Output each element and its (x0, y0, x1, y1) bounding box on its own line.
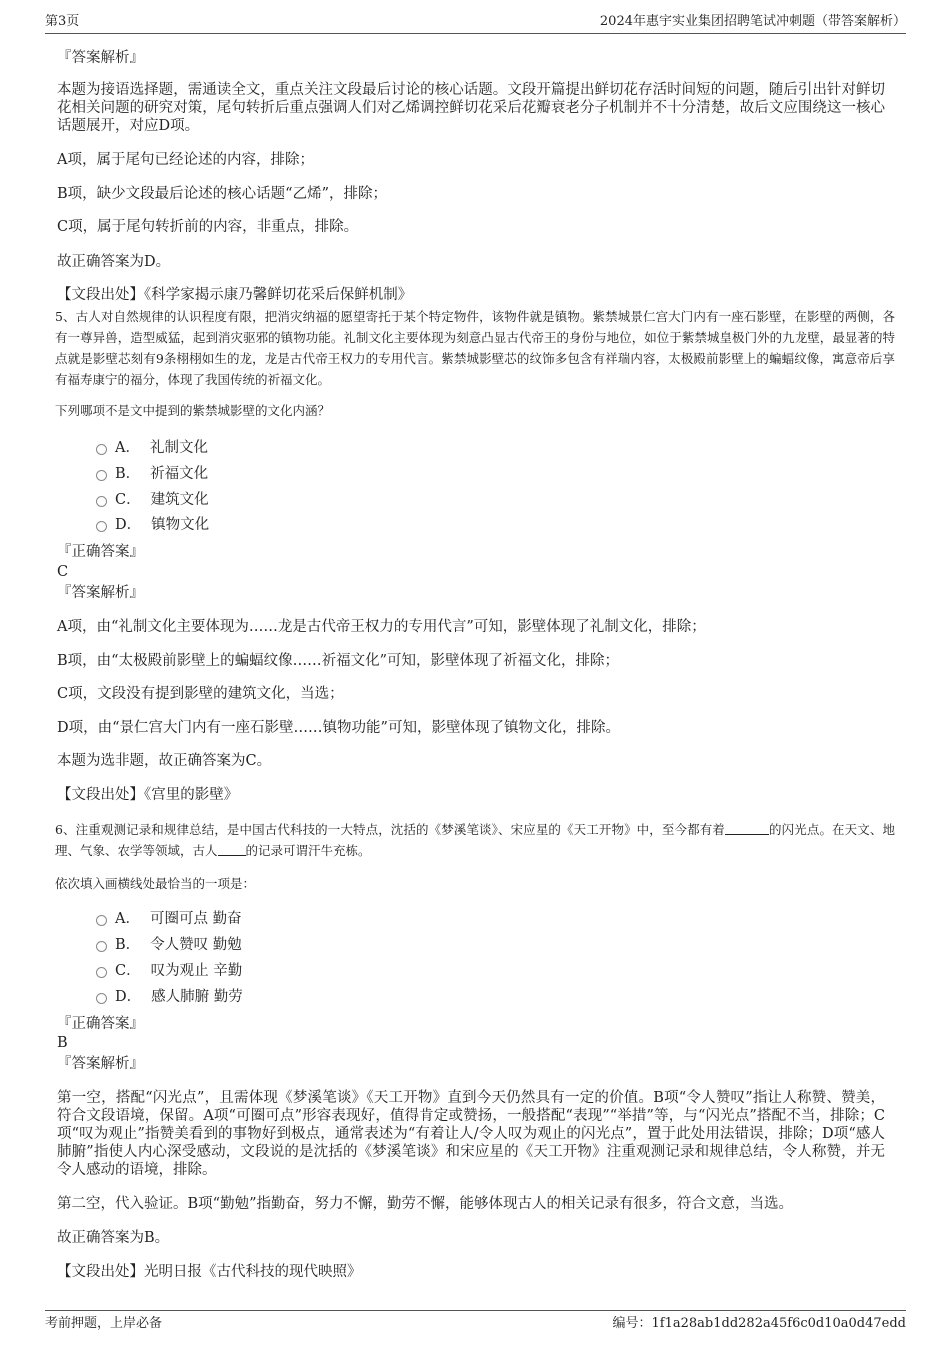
q6-blank-1 (725, 822, 769, 835)
radio-icon[interactable] (96, 470, 107, 481)
q6-analysis-label: 『答案解析』 (57, 1056, 144, 1072)
radio-icon[interactable] (96, 915, 107, 926)
radio-icon[interactable] (96, 496, 107, 507)
q6-option-d[interactable]: D． 感人肺腑 勤劳 (96, 988, 243, 1006)
document-code: 编号：1f1a28ab1dd282a45f6c0d10a0d47edd (612, 1316, 906, 1331)
radio-icon[interactable] (96, 967, 107, 978)
q4-analysis-a: A项，属于尾句已经论述的内容，排除； (57, 152, 314, 168)
q4-analysis-label: 『答案解析』 (57, 50, 144, 66)
q4-analysis-paragraph: 本题为接语选择题，需通读全文，重点关注文段最后讨论的核心话题。文段开篇提出鲜切花存活时间短的问题，随后引出针对鲜切花相关问题的研究对策，尾句转折后重点强调人们对乙烯调控鲜切花采后花瓣衰老分子机制并不十分清楚，故后文应围绕这一核心话题展开，对应D项。 (57, 82, 885, 134)
radio-icon[interactable] (96, 521, 107, 532)
q6-analysis-paragraph-2: 第二空，代入验证。B项“勤勉”指勤奋，努力不懈，勤劳不懈，能够体现古人的相关记录有很多，符合文意，当选。 (57, 1196, 793, 1212)
page-header (45, 13, 906, 34)
q5-option-a[interactable]: A． 礼制文化 (96, 439, 208, 457)
q6-blank-2 (218, 843, 246, 856)
radio-icon[interactable] (96, 993, 107, 1004)
q5-option-b[interactable]: B． 祈福文化 (96, 465, 208, 483)
q6-option-c[interactable]: C． 叹为观止 辛勤 (96, 962, 242, 980)
q5-analysis-c: C项，文段没有提到影壁的建筑文化，当选； (57, 686, 344, 702)
q6-stem: 6、注重观测记录和规律总结，是中国古代科技的一大特点，沈括的《梦溪笔谈》、宋应星的《天工开物》中，至今都有着 的闪光点。在天文、地理、气象、农学等领域，古人 的记录可谓汗牛充栋。 (55, 822, 895, 858)
q5-stem: 5、古人对自然规律的认识程度有限，把消灾纳福的愿望寄托于某个特定物件，该物件就是镇物。紫禁城景仁宫大门内有一座石影壁，在影壁的两侧，各有一尊异兽，造型威猛，起到消灾驱邪的镇物功能。礼制文化主要体现为刻意凸显古代帝王的身份与地位，如位于紫禁城皇极门外的九龙壁，最显著的特点就是影壁芯刻有9条栩栩如生的龙，龙是古代帝王权力的专用代言。紫禁城影壁芯的纹饰多包含有祥瑞内容，太极殿前影壁上的蝙蝠纹像，寓意帝后享有福寿康宁的福分，体现了我国传统的祈福文化。 (55, 309, 895, 387)
q6-option-b[interactable]: B． 令人赞叹 勤勉 (96, 936, 242, 954)
q6-question: 依次填入画横线处最恰当的一项是： (55, 876, 256, 891)
page-number: 第3页 (45, 14, 80, 29)
radio-icon[interactable] (96, 941, 107, 952)
q5-conclusion: 本题为选非题，故正确答案为C。 (57, 753, 272, 769)
q5-option-c[interactable]: C． 建筑文化 (96, 491, 209, 509)
page-footer (45, 1310, 906, 1333)
q5-analysis-label: 『答案解析』 (57, 585, 144, 601)
q5-analysis-b: B项，由“太极殿前影壁上的蝙蝠纹像……祈福文化”可知，影壁体现了祈福文化，排除； (57, 653, 619, 669)
q5-question: 下列哪项不是文中提到的紫禁城影壁的文化内涵？ (55, 403, 331, 418)
q5-answer: C (57, 564, 69, 580)
q5-analysis-a: A项，由“礼制文化主要体现为……龙是古代帝王权力的专用代言”可知，影壁体现了礼制文化，排除； (57, 619, 706, 635)
q4-analysis-c: C项，属于尾句转折前的内容，非重点，排除。 (57, 219, 359, 235)
q6-analysis-paragraph-1: 第一空，搭配“闪光点”，且需体现《梦溪笔谈》《天工开物》直到今天仍然具有一定的价值。B项“令人赞叹”指让人称赞、赞美，符合文段语境，保留。A项“可圈可点”形容表现好，值得肯定或赞扬，一般搭配“表现”“举措”等，与“闪光点”搭配不当，排除；C项“叹为观止”指赞美看到的事物好到极点，通常表述为“有着让人/令人叹为观止的闪光点”，置于此处用法错误，排除；D项“感人肺腑”指使人内心深受感动，文段说的是沈括的《梦溪笔谈》和宋应星的《天工开物》注重观测记录和规律总结，令人称赞，并无令人感动的语境，排除。 (57, 1090, 885, 1178)
q6-answer: B (57, 1035, 68, 1051)
q6-answer-label: 『正确答案』 (57, 1016, 144, 1032)
q6-source: 【文段出处】光明日报《古代科技的现代映照》 (57, 1264, 362, 1280)
q4-conclusion: 故正确答案为D。 (57, 254, 171, 270)
q6-conclusion: 故正确答案为B。 (57, 1230, 170, 1246)
q6-option-a[interactable]: A． 可圈可点 勤奋 (96, 910, 242, 928)
footer-slogan: 考前押题，上岸必备 (45, 1316, 163, 1331)
document-title: 2024年惠宇实业集团招聘笔试冲刺题（带答案解析） (599, 14, 906, 29)
q5-option-d[interactable]: D． 镇物文化 (96, 516, 209, 534)
q5-analysis-d: D项，由“景仁宫大门内有一座石影壁……镇物功能”可知，影壁体现了镇物文化，排除。 (57, 720, 620, 736)
radio-icon[interactable] (96, 444, 107, 455)
q5-answer-label: 『正确答案』 (57, 544, 144, 560)
q4-source: 【文段出处】《科学家揭示康乃馨鲜切花采后保鲜机制》 (57, 287, 413, 303)
q5-source: 【文段出处】《宫里的影壁》 (57, 787, 239, 803)
q4-analysis-b: B项，缺少文段最后论述的核心话题“乙烯”，排除； (57, 186, 387, 202)
